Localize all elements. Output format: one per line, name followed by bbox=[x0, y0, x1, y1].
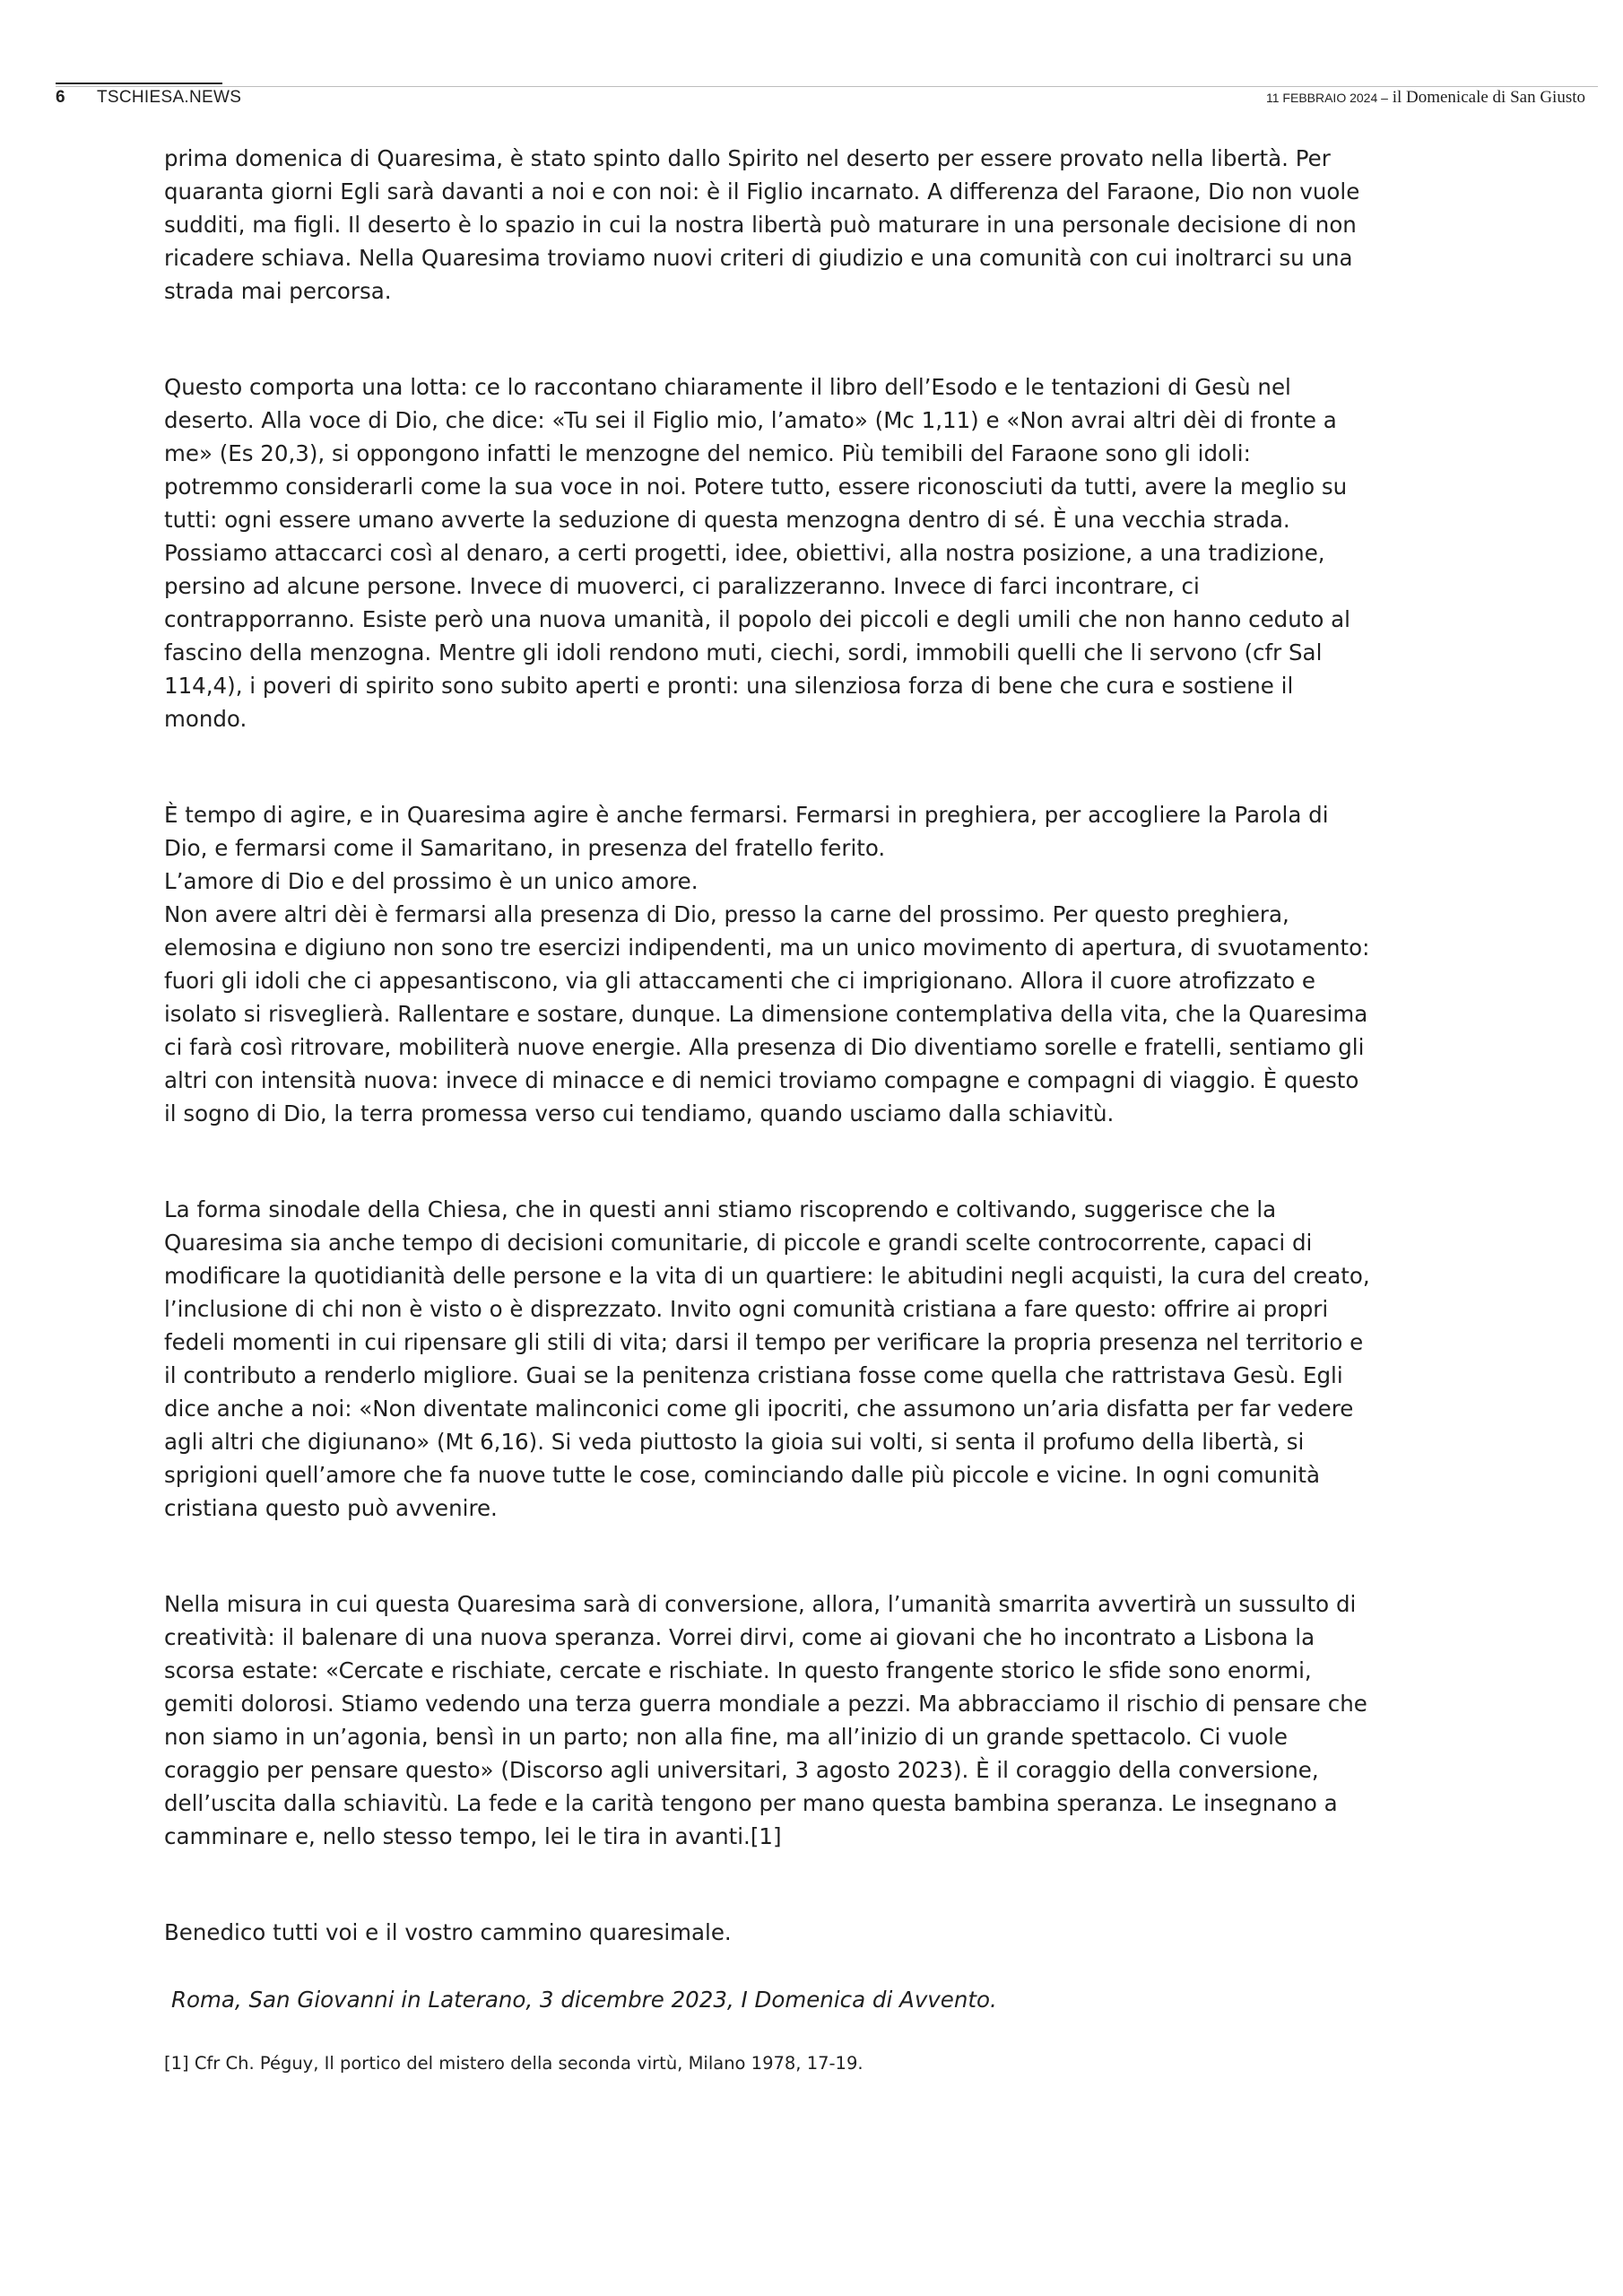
paragraph: La forma sinodale della Chiesa, che in questi anni stiamo riscoprendo e coltivando, suggerisce che la Quaresima sia anche tempo di decisioni comunitarie, di piccole e grandi scelte controcorrente, capaci di modificare la quotidianità delle persone e la vita di un quartiere: le abitudini negli acquisti, la cura del creato, l’inclusione di chi non è visto o è disprezzato. Invito ogni comunità cristiana a fare questo: offrire ai propri fedeli momenti in cui ripensare gli stili di vita; darsi il tempo per verificare la propria presenza nel territorio e il contributo a renderlo migliore. Guai se la penitenza cristiana fosse come quella che rattristava Gesù. Egli dice anche a noi: «Non diventate malinconici come gli ipocriti, che assumono un’aria disfatta per far vedere agli altri che digiunano» (Mt 6,16). Si veda piuttosto la gioia sui volti, si senta il profumo della libertà, si sprigioni quell’amore che fa nuove tutte le cose, cominciando dalle più piccole e vicine. In ogni comunità cristiana questo può avvenire. bbox=[164, 1196, 1370, 1521]
header-rule-accent bbox=[56, 83, 222, 84]
page-number: 6 bbox=[56, 88, 65, 107]
closing-place-date: Roma, San Giovanni in Laterano, 3 dicembre 2023, I Domenica di Avvento. bbox=[171, 1987, 997, 2013]
paragraph: Non avere altri dèi è fermarsi alla presenza di Dio, presso la carne del prossimo. Per questo preghiera, elemosina e digiuno non sono tre esercizi indipendenti, ma un unico movimento di apertura, di svuotamento: fuori gli idoli che ci appesantiscono, via gli attaccamenti che ci imprigionano. Allora il cuore atrofizzato e isolato si risveglierà. Rallentare e sostare, dunque. La dimensione contemplativa della vita, che la Quaresima ci farà così ritrovare, mobiliterà nuove energie. Alla presenza di Dio diventiamo sorelle e fratelli, sentiamo gli altri con intensità nuova: invece di minacce e di nemici troviamo compagne e compagni di viaggio. È questo il sogno di Dio, la terra promessa verso cui tendiamo, quando usciamo dalla schiavitù. bbox=[164, 901, 1370, 1126]
article-body bbox=[164, 142, 1370, 2077]
paragraph: Nella misura in cui questa Quaresima sarà di conversione, allora, l’umanità smarrita avvertirà un sussulto di creatività: il balenare di una nuova speranza. Vorrei dirvi, come ai giovani che ho incontrato a Lisbona la scorsa estate: «Cercate e rischiate, cercate e rischiate. In questo frangente storico le sfide sono enormi, gemiti dolorosi. Stiamo vedendo una terza guerra mondiale a pezzi. Ma abbracciamo il rischio di pensare che non siamo in un’agonia, bensì in un parto; non alla fine, ma all’inizio di un grande spettacolo. Ci vuole coraggio per pensare questo» (Discorso agli universitari, 3 agosto 2023). È il coraggio della conversione, dell’uscita dalla schiavitù. La fede e la carità tengono per mano questa bambina speranza. Le insegnano a camminare e, nello stesso tempo, lei le tira in avanti.[1] bbox=[164, 1591, 1367, 1849]
header-publication bbox=[1266, 88, 1585, 108]
page-header bbox=[56, 88, 1585, 111]
paragraph: L’amore di Dio e del prossimo è un unico amore. bbox=[164, 868, 699, 894]
paragraph: prima domenica di Quaresima, è stato spinto dallo Spirito nel deserto per essere provato nella libertà. Per quaranta giorni Egli sarà davanti a noi e con noi: è il Figlio incarnato. A differenza del Faraone, Dio non vuole sudditi, ma figli. Il deserto è lo spazio in cui la nostra libertà può maturare in una personale decisione di non ricadere schiava. Nella Quaresima troviamo nuovi criteri di giudizio e una comunità con cui inoltrarci su una strada mai percorsa. bbox=[164, 145, 1360, 304]
site-name: TSCHIESA.NEWS bbox=[97, 88, 242, 107]
issue-date: 11 FEBBRAIO 2024 – bbox=[1266, 91, 1388, 105]
footnote: [1] Cfr Ch. Péguy, Il portico del mistero della seconda virtù, Milano 1978, 17-19. bbox=[164, 2053, 864, 2074]
header-rule bbox=[56, 86, 1598, 87]
paragraph: È tempo di agire, e in Quaresima agire è anche fermarsi. Fermarsi in preghiera, per accogliere la Parola di Dio, e fermarsi come il Samaritano, in presenza del fratello ferito. bbox=[164, 802, 1329, 861]
paragraph: Questo comporta una lotta: ce lo raccontano chiaramente il libro dell’Esodo e le tentazioni di Gesù nel deserto. Alla voce di Dio, che dice: «Tu sei il Figlio mio, l’amato» (Mc 1,11) e «Non avrai altri dèi di fronte a me» (Es 20,3), si oppongono infatti le menzogne del nemico. Più temibili del Faraone sono gli idoli: potremmo considerarli come la sua voce in noi. Potere tutto, essere riconosciuti da tutti, avere la meglio su tutti: ogni essere umano avverte la seduzione di questa menzogna dentro di sé. È una vecchia strada. Possiamo attaccarci così al denaro, a certi progetti, idee, obiettivi, alla nostra posizione, a una tradizione, persino ad alcune persone. Invece di muoverci, ci paralizzeranno. Invece di farci incontrare, ci contrapporranno. Esiste però una nuova umanità, il popolo dei piccoli e degli umili che non hanno ceduto al fascino della menzogna. Mentre gli idoli rendono muti, ciechi, sordi, immobili quelli che li servono (cfr Sal 114,4), i poveri di spirito sono subito aperti e pronti: una silenziosa forza di bene che cura e sostiene il mondo. bbox=[164, 374, 1350, 732]
blessing: Benedico tutti voi e il vostro cammino quaresimale. bbox=[164, 1919, 732, 1945]
publication-name: il Domenicale di San Giusto bbox=[1387, 88, 1585, 107]
